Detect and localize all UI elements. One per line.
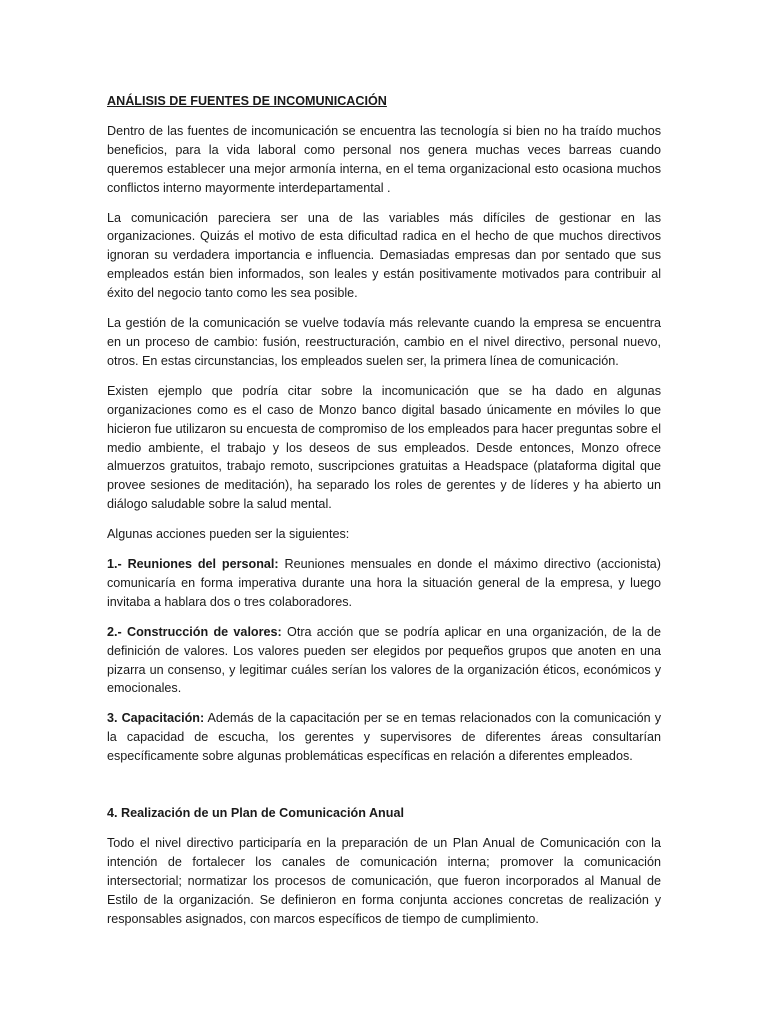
section-4-body: Todo el nivel directivo participaría en la preparación de un Plan Anual de Comunicación con la intención de fortalecer los canales de comunicación interna; promover la comunicación intersectorial; normatizar los procesos de comunicación, que fueron incorporados al Manual de Estilo de la organización. Se definieron en forma conjunta acciones concretas de realización y responsables asignados, con marcos específicos de tiempo de cumplimiento. [107,836,661,926]
paragraph-change-process: La gestión de la comunicación se vuelve todavía más relevante cuando la empresa se encuentra en un proceso de cambio: fusión, reestructuración, cambio en el nivel directivo, personal nuevo, otros. En estas circunstancias, los empleados suelen ser, la primera línea de comunicación. [107,316,661,368]
action-item-2-text: Otra acción que se podría aplicar en una organización, de la de definición de valores. Los valores pueden ser elegidos por pequeños grupos que anoten en una pizarra un consenso, y legitimar cuáles serían los valores de la organización éticos, económicos y emocionales. [107,624,661,696]
action-item-1 [107,555,661,612]
action-item-3-text: Además de la capacitación per se en temas relacionados con la comunicación y la capacidad de escucha, los gerentes y supervisores de diferentes áreas consultarían específicamente sobre algunas problemáticas específicas en relación a diferentes empleados. [107,711,661,764]
action-item-3 [107,709,661,766]
action-item-2 [107,623,661,699]
paragraph-intro: Dentro de las fuentes de incomunicación se encuentra las tecnología si bien no ha traído muchos beneficios, para la vida laboral como personal nos genera muchas veces barreas cuando queremos establecer una mejor armonía interna, en el tema organizacional esto ocasiona muchos conflictos interno mayormente interdepartamental . [107,123,661,195]
action-item-1-lead: 1.- Reuniones del personal: [107,557,279,572]
document-page [107,92,661,940]
section-4-heading: 4. Realización de un Plan de Comunicación Anual [107,806,404,821]
paragraph-actions-intro: Algunas acciones pueden ser la siguientes: [107,527,350,542]
paragraph-monzo-example: Existen ejemplo que podría citar sobre la incomunicación que se ha dado en algunas organizaciones como es el caso de Monzo banco digital basado únicamente en móviles lo que hicieron fue utilizaron su encuesta de compromiso de los empleados para hacer preguntas sobre el medio ambiente, el trabajo y los deseos de sus empleados. Desde entonces, Monzo ofrece almuerzos gratuitos, trabajo remoto, suscripciones gratuitas a Headspace (plataforma digital que provee sesiones de meditación), ha separado los roles de gerentes y de líderes y ha abierto un diálogo saludable sobre la salud mental. [107,383,661,512]
paragraph-communication-variables: La comunicación pareciera ser una de las variables más difíciles de gestionar en las organizaciones. Quizás el motivo de esta dificultad radica en el hecho de que muchos directivos ignoran su verdadera importancia e influencia. Demasiadas empresas dan por sentado que sus empleados están bien informados, son leales y están positivamente motivados para contribuir al éxito del negocio tanto como les sea posible. [107,210,661,301]
action-item-1-text: Reuniones mensuales en donde el máximo directivo (accionista) comunicaría en forma imperativa durante una hora la situación general de la empresa, y luego invitaba a hablara dos o tres colaboradores. [107,557,661,609]
action-item-3-lead: 3. Capacitación: [107,711,205,726]
action-item-2-lead: 2.- Construcción de valores: [107,624,282,639]
document-title: ANÁLISIS DE FUENTES DE INCOMUNICACIÓN [107,94,387,108]
